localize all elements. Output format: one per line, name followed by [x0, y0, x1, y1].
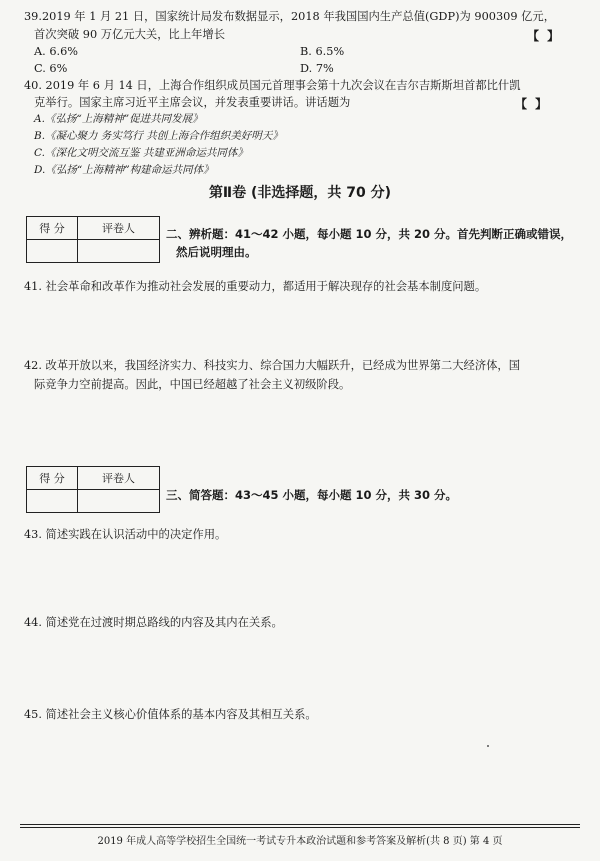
- grader-cell: [78, 490, 160, 513]
- stray-dot: [487, 745, 489, 747]
- score-cell: [27, 490, 78, 513]
- score-table-section3: [26, 466, 160, 513]
- score-cell: [27, 240, 78, 263]
- q39-option-a: A. 6.6%: [34, 45, 79, 58]
- q41-text: 41. 社会革命和改革作为推动社会发展的重要动力，都适用于解决现存的社会基本制度问题。: [24, 280, 487, 293]
- q40-option-a: A.《弘扬“上海精神”促进共同发展》: [34, 113, 203, 125]
- q43-text: 43. 简述实践在认识活动中的决定作用。: [24, 528, 227, 541]
- q39-line2: 首次突破 90 万亿元大关，比上年增长: [34, 28, 226, 41]
- q44-text: 44. 简述党在过渡时期总路线的内容及其内在关系。: [24, 616, 283, 629]
- q39-option-b: B. 6.5%: [300, 45, 345, 58]
- q40-line1: 40. 2019 年 6 月 14 日，上海合作组织成员国元首理事会第十九次会议在吉尔吉斯斯坦首都比什凯: [24, 79, 521, 92]
- q39-option-d: D. 7%: [300, 62, 334, 75]
- q45-text: 45. 简述社会主义核心价值体系的基本内容及其相互关系。: [24, 708, 317, 721]
- section2-instruction-line1: 二、辨析题：41～42 小题，每小题 10 分，共 20 分。首先判断正确或错误，: [166, 227, 573, 241]
- score-table-section2: [26, 216, 160, 263]
- q40-option-b: B.《凝心聚力 务实笃行 共创上海合作组织美好明天》: [34, 130, 283, 142]
- footer-text: 2019 年成人高等学校招生全国统一考试专升本政治试题和参考答案及解析(共 8 页) 第 4 页: [97, 836, 503, 847]
- q40-option-c: C.《深化文明交流互鉴 共建亚洲命运共同体》: [34, 147, 248, 159]
- section3-instruction: 三、简答题：43～45 小题，每小题 10 分，共 30 分。: [166, 488, 458, 502]
- section2-instruction-line2: 然后说明理由。: [176, 245, 257, 259]
- q40-line2: 克举行。国家主席习近平主席会议，并发表重要讲话。讲话题为: [34, 96, 351, 109]
- q39-line1: 39.2019 年 1 月 21 日，国家统计局发布数据显示，2018 年我国国内生产总值(GDP)为 900309 亿元，: [24, 10, 555, 23]
- q40-option-d: D.《弘扬“上海精神”构建命运共同体》: [34, 164, 214, 176]
- grader-cell: [78, 240, 160, 263]
- footer-rule-bottom: [20, 827, 580, 828]
- grader-header: 评卷人: [78, 217, 160, 240]
- grader-header: 评卷人: [78, 467, 160, 490]
- q42-line1: 42. 改革开放以来，我国经济实力、科技实力、综合国力大幅跃升，已经成为世界第二大经济体，国: [24, 359, 521, 372]
- q40-answer-bracket: 【 】: [515, 97, 550, 111]
- q42-line2: 际竞争力空前提高。因此，中国已经超越了社会主义初级阶段。: [34, 378, 351, 391]
- footer-rule-top: [20, 824, 580, 825]
- score-header: 得 分: [27, 217, 78, 240]
- q39-answer-bracket: 【 】: [527, 29, 562, 43]
- part2-title: 第Ⅱ卷 (非选择题，共 70 分): [208, 185, 392, 201]
- score-header: 得 分: [27, 467, 78, 490]
- q39-option-c: C. 6%: [34, 62, 68, 75]
